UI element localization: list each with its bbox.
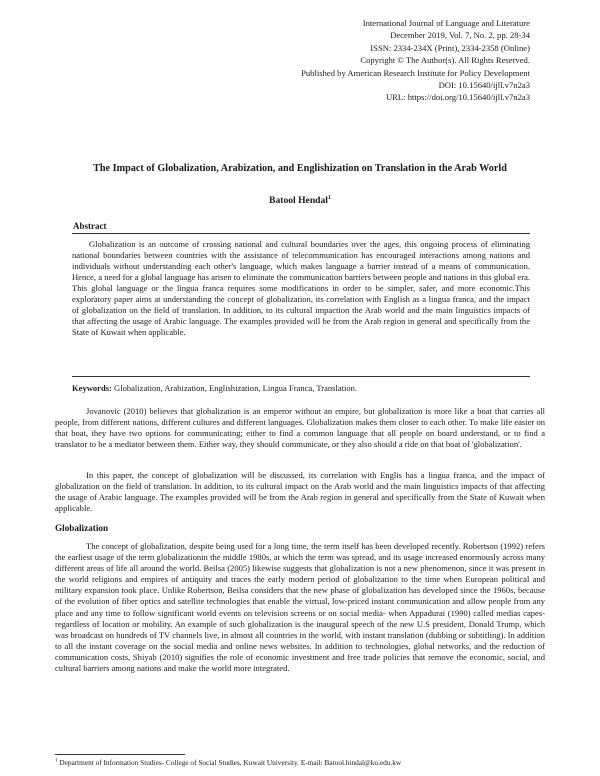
issue-info: December 2019, Vol. 7, No. 2, pp. 28-34 [390,30,530,41]
journal-name: International Journal of Language and Literature [362,18,530,28]
author-footnote-mark: 1 [327,195,331,201]
abstract-text: Globalization is an outcome of crossing national and cultural boundaries over the ages, this ongoing process of eliminating national boundaries between countries with the assistance of telecommunication has encouraged interactions among nations and individuals without understanding each other's language, which makes language a barrier instead of a means of communication. Hence, a need for a global language has arisen to eliminate the communication barriers between people and nations in this global era. This global language or the lingua franca requires some modifications in order to be simpler, safer, and more economic.This exploratory paper aims at understanding the concept of globalization, its correlation with English as a lingua franca, and the impact of globalization on the field of translation. In addition, to its cultural impaction the Arab world and the main linguistics impacts of that affecting the usage of Arabic language. The examples provided will be from the Arab region in general and specifically from the State of Kuwait when applicable. [72,239,530,338]
body-paragraph-3: The concept of globalization, despite being used for a long time, the term itself has been developed recently. Robertson (1992) refers the earliest usage of the term globalizationin the middle 1980s, at which the term was spread, and its usage increased enormously across many different areas of life all around the world. Beilsa (2005) likewise suggests that globalization is not a new phenomenon, since it was present in the world religions and empires of antiquity and traces the early modern period of globalization to the time when European political and military expansion took place. Unlike Robertson, Beilsa considers that the new phase of globalization has developed since the 1960s, because of the evolution of fiber optics and satellite technologies that enable the virtual, low-priced instant communication and allow people from any place and any time to follow significant world events on television screens or on social media- when Appadurai (1990) called medias capes- regardless of location or mobility. An example of such globalization is the inaugural speech of the new U.S president, Donald Trump, which was broadcast on hundreds of TV channels live, in almost all countries in the world, with instant translation (dubbing or subtitling). In addition to all the instant coverage on the social media and online news websites. In addition to technologies, global networks, and the reduction of communication costs, Shiyab (2010) signifies the role of economic investment and free trade policies that remove the economic, social, and cultural barriers among nations and make the world more integrated. [55,541,545,674]
author-name: Batool Hendal [269,195,328,207]
copyright: Copyright © The Author(s). All Rights Reserved. [360,55,530,66]
abstract-top-rule [72,233,530,234]
paper-title: The Impact of Globalization, Arabization, and Englishization on Translation in the Arab World [93,163,507,174]
journal-header [301,17,530,104]
footnote-rule [55,754,185,755]
keywords-text: Globalization, Arabization, Englishization, Lingua Franca, Translation. [114,383,358,393]
footnote-mark: 1 [55,758,58,764]
footnote [55,758,401,767]
body-paragraph-1: Jovanovic (2010) believes that globalization is an emperor without an empire, but globalization is more like a boat that carries all people, from different nations, different cultures and different languages. Globalization makes them closer to each other. To make life easier on that boat, they have two options for communicating; either to find a common language that all people on board understand, or to find a translator to be a mediator between them. Either way, they should communicate, or they also should a ride on that boat of 'globalization'. [55,406,545,450]
doi: DOI: 10.15640/ijll.v7n2a3 [438,80,530,91]
issn: ISSN: 2334-234X (Print), 2334-2358 (Online) [370,42,530,53]
section-heading-globalization: Globalization [55,523,109,533]
keywords-label: Keywords: [72,383,112,393]
abstract-heading: Abstract [73,221,107,231]
abstract-bottom-rule [72,376,530,377]
author [0,195,600,206]
keywords [72,383,530,393]
body-paragraph-2: In this paper, the concept of globalization will be discussed, its correlation with Englis has a lingua franca, and the impact of globalization on the field of translation. In addition, to its cultural impact on the Arab world and the main linguistics impacts of that affecting the usage of Arabic language. The examples provided will be from the Arab region in general and specifically from the State of Kuwait when applicable. [55,470,545,514]
footnote-text: Department of Information Studies- College of Social Studies, Kuwait University. E-mail: Batool.hindal@ku.edu.kw [59,758,402,767]
url-link[interactable]: URL: https://doi.org/10.15640/ijll.v7n2a3 [385,92,530,103]
publisher: Published by American Research Institute for Policy Development [301,67,530,78]
